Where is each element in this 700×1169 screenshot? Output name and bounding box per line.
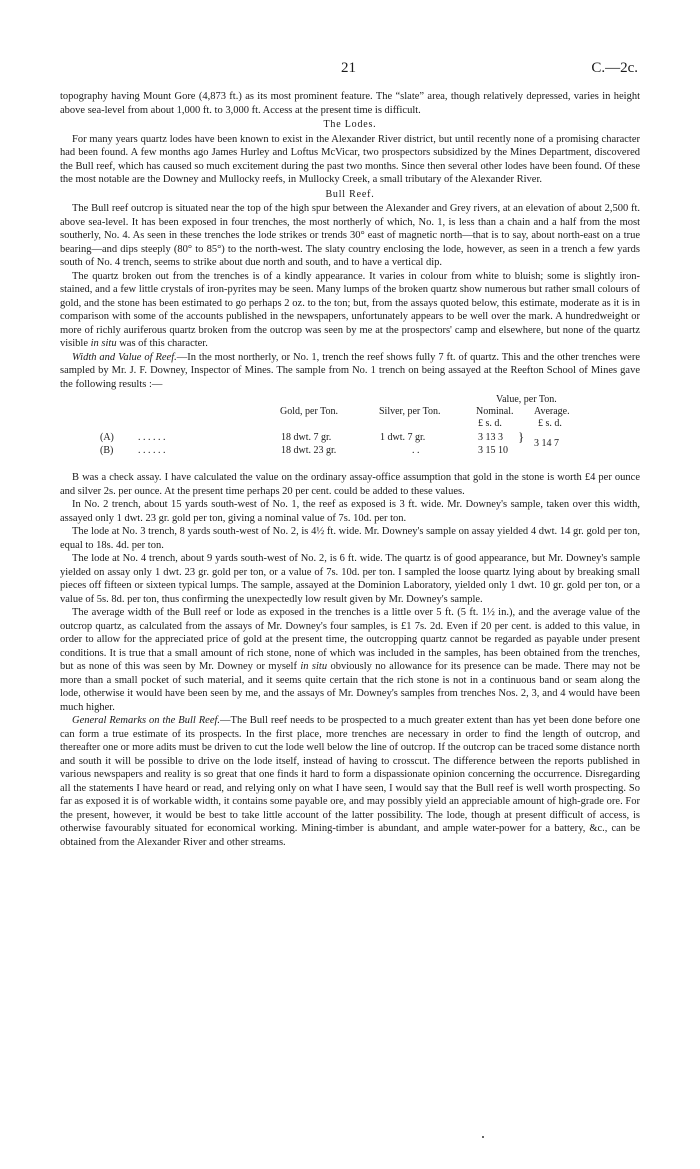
assay-table	[60, 391, 640, 471]
row-b-silver: . .	[412, 445, 420, 456]
width-value-text: —In the most northerly, or No. 1, trench the reef shows fully 7 ft. of quartz. This and the other trenches were sampled by Mr. J. F. Downey, Inspector of Mines. The sample from No. 1 trench on being assayed at the Reefton School of Mines gave the following results :—	[60, 351, 640, 390]
paragraph-quartz-appearance	[60, 270, 640, 351]
row-b-nominal: 3 15 10	[478, 445, 508, 456]
width-value-subheading: Width and Value of Reef.	[72, 351, 177, 363]
col-average-header: Average.	[534, 406, 570, 417]
average-text-b: obviously no allowance for its presence can be made. There may not be more than a small pocket of such material, and it seems quite certain that the rich stone is not in a continuous band or seam along the lode, otherwise it would have been seen by me, and the assays of Mr. Downey's samples from trenches Nos. 2, 3, and 4 would have been much higher.	[60, 661, 640, 713]
printer-mark	[482, 1136, 484, 1138]
paragraph-bull-outcrop: The Bull reef outcrop is situated near the top of the high spur between the Alexander and Grey rivers, at an elevation of about 2,500 ft. above sea-level. It has been exposed in four trenches, the most northerly of which, No. 1, is less than a chain and a half from the most southerly, No. 4. As seen in these trenches the lode strikes or trends 30° east of magnetic north—that is to say, about north-east on a true bearing—and dips steeply (80° to 85°) to the north-west. The slaty country enclosing the lode, however, as seen in a trench a few yards south of No. 4 trench, seems to strike about due north and south, and to have a vertical dip.	[60, 203, 640, 268]
brace-symbol: }	[518, 429, 525, 444]
paragraph-general-remarks	[60, 714, 640, 849]
paragraph-check-assay: B was a check assay. I have calculated the value on the ordinary assay-office assumption that gold in the stone is worth £4 per ounce and silver 2s. per ounce. At the present time perhaps 20 per cent. could be added to these values.	[60, 472, 640, 497]
quartz-text-a: The quartz broken out from the trenches is of a kindly appearance. It varies in colour from white to bluish; some is slightly iron-stained, and a few little crystals of iron-pyrites may be seen. Many lumps of the broken quartz show numerous but rather small colours of gold, and the stone has been estimated to go perhaps 2 oz. to the ton; but, from the assays quoted below, this estimate, moderate as it is in comparison with some of the accounts published in the newspapers, unfortunately appears to be well over the mark. A hundredweight or more of richly auriferous quartz broken from the outcrop was seen by me at the prospectors' camp and elsewhere, but none of the quartz visible	[60, 270, 640, 349]
paragraph-trench-4: The lode at No. 4 trench, about 9 yards south-west of No. 2, is 6 ft. wide. The quartz is of good appearance, but Mr. Downey's sample yielded on assay only 1 dwt. 23 gr. gold per ton, or a value of 7s. 10d. per ton. I sampled the loose quartz lying about by breaking small pieces off fifteen or sixteen typical lumps. The sample, assayed at the Dominion Laboratory, yielded only 1 dwt. 10 gr. gold per ton, or a value of 5s. 8d. per ton, thus confirming the unexpectedly low result given by Mr. Downey's sample.	[60, 553, 640, 605]
quartz-text-b: was of this character.	[116, 338, 208, 349]
paragraph-lodes: For many years quartz lodes have been known to exist in the Alexander River district, but until recently none of a promising character had been found. A few months ago James Hurley and Loftus McVicar, two prospectors subsidized by the Mines Department, discovered the Bull reef, which has caused so much excitement during the past two months. Since then several other lodes have been found. Of these the most notable are the Downey and Mullocky reefs, in Mullocky Creek, a small tributary of the Alexander River.	[60, 133, 640, 185]
lsd-nominal: £ s. d.	[478, 418, 502, 429]
row-a-nominal: 3 13 3	[478, 432, 503, 443]
page-header	[0, 60, 700, 80]
col-silver-header: Silver, per Ton.	[379, 406, 441, 417]
average-value: 3 14 7	[534, 438, 559, 449]
row-a-gold: 18 dwt. 7 gr.	[281, 432, 332, 443]
paragraph-trench-3: The lode at No. 3 trench, 8 yards south-west of No. 2, is 4½ ft. wide. Mr. Downey's sample on assay yielded 4 dwt. 14 gr. gold per ton, equal to 18s. 4d. per ton.	[60, 526, 640, 551]
paragraph-width-value	[60, 351, 640, 392]
row-a-leader: . . . . . .	[138, 432, 166, 443]
row-b-leader: . . . . . .	[138, 445, 166, 456]
value-per-ton-header: Value, per Ton.	[496, 394, 557, 405]
heading-lodes: The Lodes.	[323, 119, 377, 130]
general-remarks-subheading: General Remarks on the Bull Reef.	[72, 715, 221, 726]
paragraph-average	[60, 606, 640, 714]
col-gold-header: Gold, per Ton.	[280, 406, 338, 417]
section-code: C.—2c.	[591, 60, 638, 76]
row-b-label: (B)	[100, 445, 114, 456]
row-b-gold: 18 dwt. 23 gr.	[281, 445, 337, 456]
paragraph-intro: topography having Mount Gore (4,873 ft.) as its most prominent feature. The “slate” area, though relatively depressed, varies in height above sea-level from about 1,000 ft. to 3,000 ft. Access at the present time is difficult.	[60, 91, 640, 116]
average-text-a: The average width of the Bull reef or lode as exposed in the trenches is a little over 5 ft. (5 ft. 1½ in.), and the average value of the outcrop quartz, as calculated from the assays of Mr. Downey's four samples, is £1 7s. 2d. Even if 20 per cent. is added to this value, in order to allow for the appreciated price of gold at the present time, the outcropping quartz cannot be regarded as payable under present conditions. It is true that a small amount of rich stone, none of which was included in the samples, has been obtained from the trenches, but as none of this was seen by Mr. Downey or myself	[60, 607, 640, 672]
heading-bull-reef: Bull Reef.	[325, 188, 375, 200]
page-number: 21	[341, 60, 356, 76]
lsd-average: £ s. d.	[538, 418, 562, 429]
row-a-label: (A)	[100, 432, 114, 443]
row-a-silver: 1 dwt. 7 gr.	[380, 432, 426, 443]
in-situ-term-2: in situ	[300, 661, 328, 672]
paragraph-trench-2: In No. 2 trench, about 15 yards south-west of No. 1, the reef as exposed is 3 ft. wide. Mr. Downey's sample, taken over this width, assayed only 1 dwt. 23 gr. gold per ton, giving a nominal value of 7s. 10d. per ton.	[60, 499, 640, 524]
body-text	[60, 90, 640, 849]
col-nominal-header: Nominal.	[476, 406, 514, 417]
general-remarks-text: —The Bull reef needs to be prospected to a much greater extent than has yet been done before one can form a true estimate of its prospects. In the first place, more trenches are necessary in order to find the length of outcrop, and thereafter one or more adits must be driven to cut the lode well below the line of outcrop. If the outcrop can be traced some distance north and south it will be possible to drive on the lode itself, instead of having to crosscut. The difference between the reports published in various newspapers and reality is so great that one finds it hard to form a dispassionate opinion concerning the occurrence. Disregarding all the statements I have heard or read, and relying only on what I have seen, I would say that the Bull reef is well worth prospecting. So far as exposed it is of workable width, it contains some payable ore, and may possibly yield an appreciable amount of high-grade ore. For the present, however, it would be best to take little account of the latter possibility. The lode, though at present difficult of access, is otherwise favourably situated for economical working. Mining-timber is abundant, and ample water-power for a battery, &c., can be obtained from the Alexander River and other streams.	[60, 715, 640, 848]
in-situ-term: in situ	[90, 338, 117, 349]
